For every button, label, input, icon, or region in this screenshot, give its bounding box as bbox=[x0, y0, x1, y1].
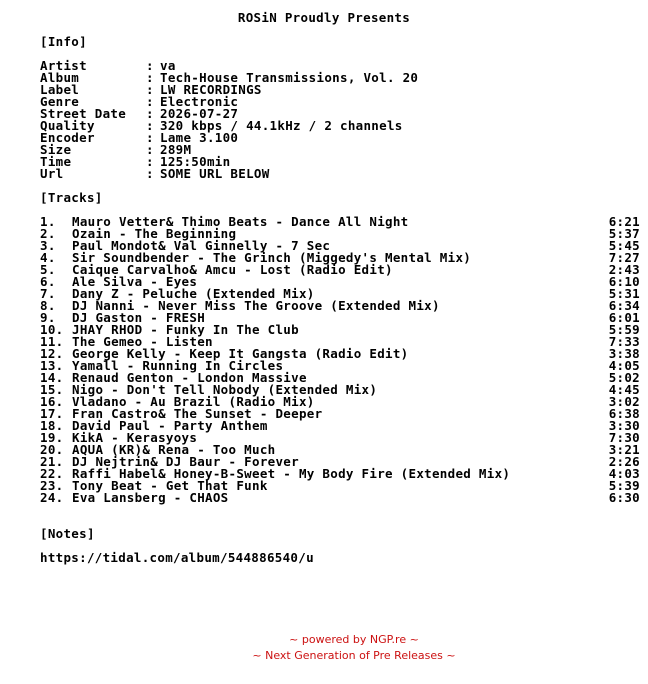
track-duration: 6:21 bbox=[608, 214, 640, 229]
track-duration: 3:30 bbox=[608, 418, 640, 433]
info-key: Size bbox=[40, 142, 72, 157]
info-value: va bbox=[160, 58, 176, 73]
track-duration: 3:38 bbox=[608, 346, 640, 361]
track-number: 11. bbox=[40, 334, 64, 349]
info-key: Time bbox=[40, 154, 72, 169]
info-key: Label bbox=[40, 82, 80, 97]
track-number: 17. bbox=[40, 406, 64, 421]
track-number: 18. bbox=[40, 418, 64, 433]
info-key: Quality bbox=[40, 118, 95, 133]
track-number: 15. bbox=[40, 382, 64, 397]
track-duration: 2:43 bbox=[608, 262, 640, 277]
track-title: Vladano - Au Brazil (Radio Mix) bbox=[72, 394, 315, 409]
info-separator: : bbox=[146, 82, 154, 97]
track-duration: 3:21 bbox=[608, 442, 640, 457]
track-number: 2. bbox=[40, 226, 56, 241]
track-number: 7. bbox=[40, 286, 56, 301]
track-title: AQUA (KR)& Rena - Too Much bbox=[72, 442, 276, 457]
track-title: DJ Gaston - FRESH bbox=[72, 310, 206, 325]
track-duration: 6:38 bbox=[608, 406, 640, 421]
track-duration: 5:31 bbox=[608, 286, 640, 301]
info-row bbox=[40, 168, 418, 180]
track-duration: 5:02 bbox=[608, 370, 640, 385]
info-value: 320 kbps / 44.1kHz / 2 channels bbox=[160, 118, 403, 133]
track-duration: 3:02 bbox=[608, 394, 640, 409]
info-separator: : bbox=[146, 106, 154, 121]
track-number: 24. bbox=[40, 490, 64, 505]
track-number: 3. bbox=[40, 238, 56, 253]
track-title: JHAY RHOD - Funky In The Club bbox=[72, 322, 299, 337]
track-list bbox=[40, 216, 640, 504]
info-row bbox=[40, 132, 418, 144]
track-duration: 4:45 bbox=[608, 382, 640, 397]
track-number: 9. bbox=[40, 310, 56, 325]
info-separator: : bbox=[146, 130, 154, 145]
info-value: SOME URL BELOW bbox=[160, 166, 270, 181]
footer bbox=[0, 632, 648, 664]
track-duration: 4:05 bbox=[608, 358, 640, 373]
footer-powered-by[interactable]: ~ powered by NGP.re ~ bbox=[289, 633, 419, 646]
info-separator: : bbox=[146, 58, 154, 73]
track-title: Dany Z - Peluche (Extended Mix) bbox=[72, 286, 315, 301]
info-separator: : bbox=[146, 118, 154, 133]
footer-tagline: ~ Next Generation of Pre Releases ~ bbox=[252, 649, 456, 662]
info-value: 289M bbox=[160, 142, 192, 157]
track-duration: 5:59 bbox=[608, 322, 640, 337]
track-duration: 5:37 bbox=[608, 226, 640, 241]
info-value: Tech-House Transmissions, Vol. 20 bbox=[160, 70, 419, 85]
tracks-heading: [Tracks] bbox=[40, 190, 103, 205]
track-title: George Kelly - Keep It Gangsta (Radio Edit) bbox=[72, 346, 409, 361]
info-value: 2026-07-27 bbox=[160, 106, 239, 121]
track-number: 23. bbox=[40, 478, 64, 493]
track-duration: 7:27 bbox=[608, 250, 640, 265]
info-separator: : bbox=[146, 94, 154, 109]
track-title: Ozain - The Beginning bbox=[72, 226, 237, 241]
info-key: Url bbox=[40, 166, 64, 181]
info-value: LW RECORDINGS bbox=[160, 82, 262, 97]
notes-heading: [Notes] bbox=[40, 526, 95, 541]
track-number: 20. bbox=[40, 442, 64, 457]
notes-section bbox=[40, 528, 314, 564]
info-list bbox=[40, 60, 418, 180]
info-separator: : bbox=[146, 70, 154, 85]
track-title: Tony Beat - Get That Funk bbox=[72, 478, 268, 493]
info-value: Electronic bbox=[160, 94, 239, 109]
page-title: ROSiN Proudly Presents bbox=[237, 10, 411, 25]
track-number: 8. bbox=[40, 298, 56, 313]
track-number: 4. bbox=[40, 250, 56, 265]
track-title: David Paul - Party Anthem bbox=[72, 418, 268, 433]
track-title: Ale Silva - Eyes bbox=[72, 274, 198, 289]
track-title: Mauro Vetter& Thimo Beats - Dance All Night bbox=[72, 214, 409, 229]
info-separator: : bbox=[146, 154, 154, 169]
track-title: The Gemeo - Listen bbox=[72, 334, 213, 349]
track-number: 5. bbox=[40, 262, 56, 277]
track-title: Paul Mondot& Val Ginnelly - 7 Sec bbox=[72, 238, 331, 253]
info-heading: [Info] bbox=[40, 34, 87, 49]
track-duration: 6:34 bbox=[608, 298, 640, 313]
track-duration: 6:30 bbox=[608, 490, 640, 505]
track-number: 21. bbox=[40, 454, 64, 469]
track-number: 16. bbox=[40, 394, 64, 409]
track-duration: 2:26 bbox=[608, 454, 640, 469]
track-title: Fran Castro& The Sunset - Deeper bbox=[72, 406, 323, 421]
track-duration: 6:10 bbox=[608, 274, 640, 289]
track-duration: 4:03 bbox=[608, 466, 640, 481]
info-key: Genre bbox=[40, 94, 80, 109]
track-number: 6. bbox=[40, 274, 56, 289]
track-number: 22. bbox=[40, 466, 64, 481]
track-title: Eva Lansberg - CHAOS bbox=[72, 490, 229, 505]
tracks-section bbox=[40, 192, 640, 504]
track-number: 12. bbox=[40, 346, 64, 361]
info-separator: : bbox=[146, 142, 154, 157]
info-key: Album bbox=[40, 70, 80, 85]
track-title: Yamall - Running In Circles bbox=[72, 358, 284, 373]
info-section bbox=[40, 36, 418, 180]
info-separator: : bbox=[146, 166, 154, 181]
track-number: 10. bbox=[40, 322, 64, 337]
track-title: DJ Nanni - Never Miss The Groove (Extended Mix) bbox=[72, 298, 440, 313]
track-number: 19. bbox=[40, 430, 64, 445]
track-duration: 7:33 bbox=[608, 334, 640, 349]
track-number: 13. bbox=[40, 358, 64, 373]
track-number: 14. bbox=[40, 370, 64, 385]
info-key: Artist bbox=[40, 58, 87, 73]
track-duration: 6:01 bbox=[608, 310, 640, 325]
track-title: Caique Carvalho& Amcu - Lost (Radio Edit) bbox=[72, 262, 393, 277]
track-title: DJ Nejtrin& DJ Baur - Forever bbox=[72, 454, 299, 469]
info-value: 125:50min bbox=[160, 154, 231, 169]
track-title: Renaud Genton - London Massive bbox=[72, 370, 307, 385]
track-duration: 7:30 bbox=[608, 430, 640, 445]
track-row bbox=[40, 492, 640, 504]
track-duration: 5:45 bbox=[608, 238, 640, 253]
track-title: Nigo - Don't Tell Nobody (Extended Mix) bbox=[72, 382, 378, 397]
notes-url[interactable]: https://tidal.com/album/544886540/u bbox=[40, 550, 314, 565]
track-title: KikA - Kerasyoys bbox=[72, 430, 198, 445]
info-key: Encoder bbox=[40, 130, 95, 145]
track-number: 1. bbox=[40, 214, 56, 229]
info-key: Street Date bbox=[40, 106, 127, 121]
info-value: Lame 3.100 bbox=[160, 130, 239, 145]
track-duration: 5:39 bbox=[608, 478, 640, 493]
track-title: Raffi Habel& Honey-B-Sweet - My Body Fire (Extended Mix) bbox=[72, 466, 511, 481]
track-title: Sir Soundbender - The Grinch (Miggedy's Mental Mix) bbox=[72, 250, 472, 265]
